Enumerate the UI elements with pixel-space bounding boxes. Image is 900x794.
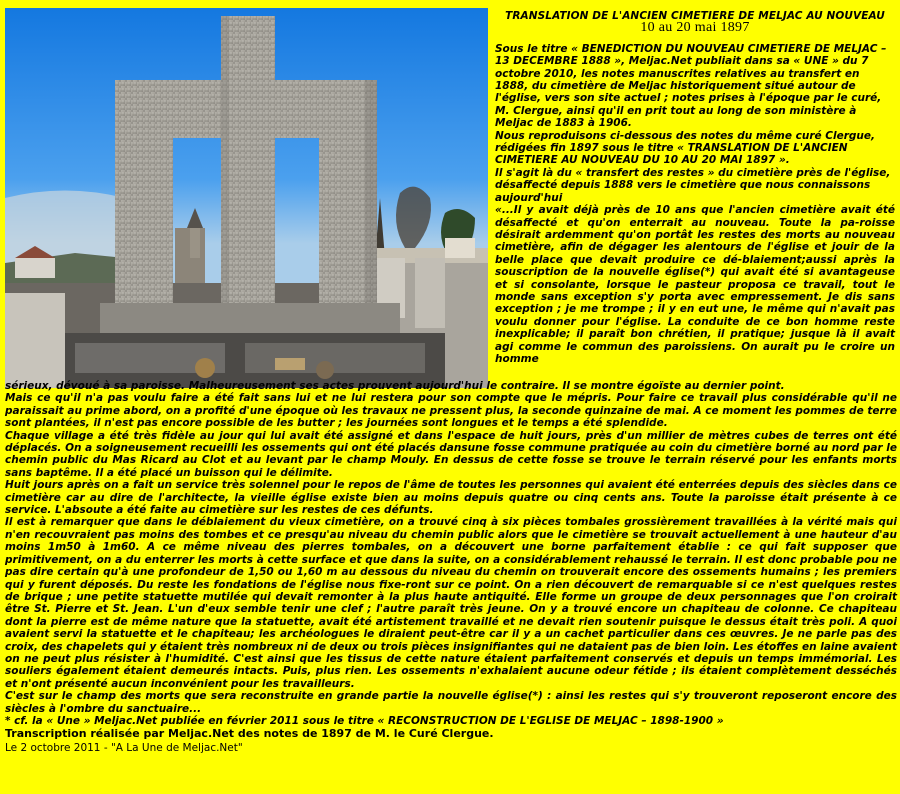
body-paragraph-5: Il est à remarquer que dans le déblaiement du vieux cimetière, on a trouvé cinq à six pièces tombales grossièrement travaillées à la vérité mais qui n'en recouvraient pas moins des tombes et ce presqu'au niveau du chemin public alors que le cimetière se trouvait actuellement à une hauteur d'au moins 1m50 à 1m60. A ce même niveau des pierres tombales, on a découvert une borne parfaitement établie : ce qui fait supposer que primitivement, on a du enterrer les morts à cette surface et que dans la suite, on a considérablement rehaussé le terrain. Il est donc probable pou ne pas dire certain qu'à une profondeur de 1,50 ou 1,60 m au dessous du niveau du chemin on trouverait encore des ossements humains ; les premiers qui y furent déposés. Du reste les fondations de l'église nous fixe-ront sur ce point. On a rien découvert de remarquable si ce n'est quelques restes de brique ; une petite statuette mutilée qui devait remonter à la plus haute antiquité. Elle forme un groupe de deux personnages que l'on croirait être St. Pierre et St. Jean. L'un d'eux semble tenir une clef ; l'autre paraît très jeune. On y a trouvé encore un chapiteau de colonne. Ce chapiteau dont la pierre est de même nature que la statuette, avait été artistement travaillé et ne devait rien soutenir puisque le dessus était très poli. A quoi avaient servi la statuette et le chapiteau; les archéologues le diraient peut-être car il y a un cachet particulier dans ces œuvres. Je ne parle pas des croix, des chapelets qui y étaient très nombreux ni de deux ou trois pièces insignifiantes qui ne dataient pas de bien loin. Les étoffes en laine avaient on ne peut plus résister à l'humidité. C'est ainsi que les tissus de cette nature étaient parfaitement conservés et depuis un temps immémorial. Les souliers également étaient demeurés intacts. Puis, plus rien. Les ossements n'exhalaient aucune odeur fétide ; ils étaient complètement desséchés et n'ont présenté aucun inconvénient pour les travailleurs. [5, 516, 897, 690]
body-text [5, 380, 897, 754]
transcription-credit: Transcription réalisée par Meljac.Net des notes de 1897 de M. le Curé Clergue. [5, 727, 494, 741]
cemetery-cross-photo [5, 8, 488, 388]
body-paragraph-1: sérieux, dévoué à sa paroisse. Malheureusement ses actes prouvent aujourd'hui le contraire. Il se montre égoïste au dernier point. [5, 380, 785, 392]
body-paragraph-2: Mais ce qu'il n'a pas voulu faire a été fait sans lui et ne lui restera pour son compte que le mépris. Pour faire ce travail plus considérable qu'il ne paraissait au prime abord, on a profité d'une époque où les travaux ne pressent plus, la seconde quinzaine de mai. A ce moment les pommes de terre sont plantées, il n'est pas encore possible de les butter ; les journées sont longues et le temps a été splendide. [5, 392, 897, 430]
intro-paragraph-1: Sous le titre « BENEDICTION DU NOUVEAU CIMETIERE DE MELJAC – 13 DECEMBRE 1888 », Meljac.Net publiait dans sa « UNE » du 7 octobre 2010, les notes manuscrites relatives au transfert en 1888, du cimetière de Meljac historiquement situé autour de l'église, vers son site actuel ; notes prises à l'époque par le curé, M. Clergue, ainsi qu'il en prit tout au long de son ministère à Meljac de 1883 à 1906. [495, 42, 887, 130]
document-date: 10 au 20 mai 1897 [640, 20, 750, 36]
body-paragraph-6: C'est sur le champ des morts que sera reconstruite en grande partie la nouvelle église(*) : ainsi les restes qui s'y trouveront reposeront encore des siècles à l'ombre du sanctuaire... [5, 690, 897, 715]
intro-paragraph-2: Nous reproduisons ci-dessous des notes du même curé Clergue, rédigées fin 1897 sous le titre « TRANSLATION DE L'ANCIEN CIMETIERE AU NOUVEAU DU 10 AU 20 MAI 1897 ». [495, 129, 875, 167]
quote-start-paragraph: «...Il y avait déjà près de 10 ans que l'ancien cimetière avait été désaffecté et qu'on enterrait au nouveau. Toute la pa-roisse désirait ardemment qu'on portât les restes des morts au nouveau cimetière, afin de dégager les alentours de l'église et jouir de la belle place que devait produire ce dé-blaiement;aussi après la souscription de la nouvelle église(*) qui avait été si avantageuse et si consolante, lorsque le pasteur proposa ce travail, tout le monde sans exception s'y porta avec empressement. Je dis sans exception ; je me trompe ; il y en eut une, le même qui n'avait pas voulu donner pour l'église. La conduite de ce bon homme reste inexplicable; il paraît bon chrétien, il pratique; jusque là il avait agi comme le commun des paroissiens. On aurait pu le croire un homme [495, 204, 895, 365]
cross-photo-illustration [5, 8, 488, 388]
body-paragraph-4: Huit jours après on a fait un service très solennel pour le repos de l'âme de toutes les personnes qui avaient été enterrées depuis des siècles dans ce cimetière car au dire de l'architecte, la vieille église existe bien au moins depuis quatre ou cinq cents ans. Toute la paroisse était présente à ce service. L'absoute a été faite au cimetière sur les restes de ces défunts. [5, 479, 897, 517]
intro-paragraph-3: Il s'agit là du « transfert des restes » du cimetière près de l'église, désaffecté depuis 1888 vers le cimetière que nous connaissons aujourd'hui [495, 166, 891, 204]
right-column [495, 10, 895, 365]
signature-line: Le 2 octobre 2011 - "A La Une de Meljac.Net" [5, 741, 243, 754]
footnote: * cf. la « Une » Meljac.Net publiée en février 2011 sous le titre « RECONSTRUCTION DE L'EGLISE DE MELJAC – 1898-1900 » [5, 714, 724, 727]
document-title: TRANSLATION DE L'ANCIEN CIMETIERE DE MELJAC AU NOUVEAU [505, 10, 885, 22]
body-paragraph-3: Chaque village a été très fidèle au jour qui lui avait été assigné et dans l'espace de huit jours, près d'un millier de mètres cubes de terres ont été déplacés. On a soigneusement recueilli les ossements qui ont été placés dansune fosse commune pratiquée au coin du cimetière borné au nord par le chemin public du Mas Ricard au Clot et au levant par le champ Mouly. En dessus de cette fosse se trouve le terrain réservé pour les enfants morts sans baptême. Il a été placé un buisson qui le délimite. [5, 429, 897, 479]
